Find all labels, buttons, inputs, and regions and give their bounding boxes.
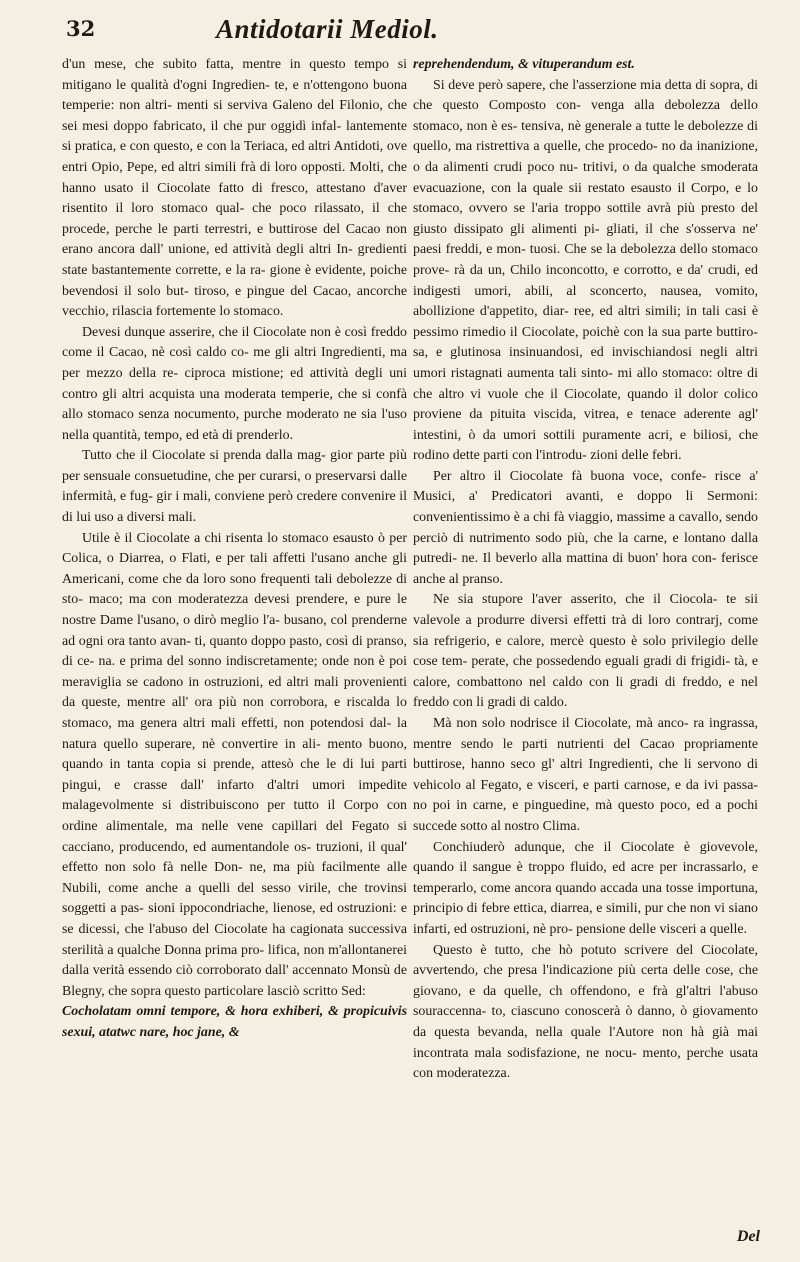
- paragraph: Per altro il Ciocolate fà buona voce, confe- risce a' Musici, a' Predicatori avanti, e doppo li Sermoni: convenientissimo è a chi fà viaggio, massime a cavallo, sendo perciò di nutrimento sodo più, che la carne, e lontano dalla putredi- ne. Il beverlo alla mattina di buon' hora con- ferisce anche al pranso.: [413, 468, 758, 587]
- paragraph: Conchiuderò adunque, che il Ciocolate è giovevole, quando il sangue è troppo fluido, ed acre per incrassarlo, e temperarlo, come ancora quando accada una tosse importuna, principio di febre ettica, diarrea, e simili, pur che non vi siano infarti, ed ostruzioni, nè pro- pensione delle visceri a quelle.: [413, 839, 758, 937]
- paragraph: d'un mese, che subito fatta, mentre in questo tempo si mitigano le qualità d'ogni Ingredien- te, e n'ottengono buona temperie: non altri- menti si serviva Galeno del Filonio, che sei mesi doppo fabricato, il che pur oggidì infal- lantemente si pratica, e con questo, e con la Teriaca, ed altri Antidoti, ove entri Opio, Pepe, ed altri simili frà di loro opposti. Molti, che hanno usato il Ciocolate fatto di fresco, attestano d'aver risentito il loro stomaco qual- che poco rilassato, il che procede, perche le parti terrestri, e buttirose del Cacao non erano ancora dall' unione, ed attività degli altri In- gredienti state bastantemente corrette, e la ra- gione è evidente, poiche bevendosi il solo but- tiroso, e pingue del Cacao, ancorche vecchio, rilascia fortemente lo stomaco.: [62, 57, 407, 320]
- paragraph: Tutto che il Ciocolate si prenda dalla mag- gior parte più per sensuale consuetudine, che per curarsi, o preservarsi dalle infermità, e fug- gir i mali, conviene però credere convenire il di lui uso a diversi mali.: [62, 448, 407, 526]
- running-title: Antidotarii Mediol.: [216, 14, 439, 44]
- paragraph: Questo è tutto, che hò potuto scrivere del Ciocolate, avvertendo, che presa l'indicazione più certa delle cose, che giovano, e da quelle, ch offendono, e frà gl'altri l'abuso souraccenna- to, ciascuno conoscerà ò danno, ò giovamento da questa bevanda, nella quale l'Autore non hà già mai incontrata mala sodisfazione, ne nocu- mento, perche usata con moderatezza.: [413, 942, 758, 1082]
- left-column: [62, 55, 407, 1245]
- paragraph: Mà non solo nodrisce il Ciocolate, mà anco- ra ingrassa, mentre sendo le parti nutrienti del Cacao propriamente buttirose, hanno seco gl' altri Ingredienti, che li servono di vehicolo al Fegato, e visceri, e parti carnose, e da ivi passa- no poi in carne, e pinguedine, mà questo poco, ed a pochi succede sotto al nostro Clima.: [413, 716, 758, 834]
- catchword: Del: [736, 1228, 760, 1245]
- page-header: [66, 16, 766, 56]
- latin-quotation-end: reprehendendum, & vituperandum est.: [413, 57, 635, 72]
- latin-quotation: Cocholatam omni tempore, & hora exhiberi, & propicuivis sexui, atatwc nare, hoc jane, &: [62, 1004, 407, 1040]
- page-number: 32: [66, 16, 96, 41]
- right-column: [413, 55, 758, 1245]
- paragraph: Devesi dunque asserire, che il Ciocolate non è così freddo come il Cacao, nè così caldo co- me gli altri Ingredienti, ma per mezzo della re- ciproca mistione; ed attività degli uni contro gli altri acquista una moderata temperie, che si confà allo stomaco senza nocumento, purche moderato ne sia l'uso nella quantità, tempo, ed età di prenderlo.: [62, 324, 407, 443]
- paragraph: Ne sia stupore l'aver asserito, che il Ciocola- te sii valevole a produrre diversi effetti trà di loro contrarj, come sia refrigerio, e calore, mercè questo è solo privilegio delle cose tem- perate, che possedendo eguali gradi di frigidi- tà, e calore, combattono nel caldo con li gradi di freddo, e nel freddo con li gradi di caldo.: [413, 592, 758, 711]
- paragraph: Si deve però sapere, che l'asserzione mia detta di sopra, di che questo Composto con- venga alla debolezza dello stomaco, non è es- tensiva, nè generale a tutte le debolezze di quello, ma ristrettiva a quelle, che procedo- no da inanizione, o da alimenti crudi poco nu- tritivi, o da qualche smoderata evacuazione, con la quale sii restato esausto il Corpo, e lo stomaco, ovvero se l'aria troppo sottile avrà più presto del giusto dissipato gli alimenti pi- gliati, il che s'osserva ne' paesi freddi, e mon- tuosi. Che se la debolezza dello stomaco prove- rà da un, Chilo inconcotto, e corrotto, e da' crudi, ed indigesti umori, abili, al sconcerto, nausea, vomito, abollizione d'appetito, diar- ree, ed altri simili; in tali casi è pessimo rimedio il Ciocolate, poichè con la sua parte buttiro- sa, e glutinosa insinuandosi, ed invischiandosi negli altri umori ristagnati aumenta tali sinto- mi allo stomaco: oltre di che altro vi vuole che il Ciocolate, quando il dolor colico proviene da pituita viscida, vitrea, e tenace aderente agl' intestini, ò da umori sottili puramente acri, e biliosi, che rodino dette parti con l'introdu- zioni delle febri.: [413, 77, 758, 464]
- paragraph: Utile è il Ciocolate a chi risenta lo stomaco esausto ò per Colica, o Diarrea, o Flati, e per tali affetti l'usano anche gli Americani, come che da loro sono frequenti tali debolezze di sto- maco; ma con moderatezza devesi prendere, e pure le nostre Dame l'usano, o dirò meglio l'a- busano, col prenderne ad ogni ora tanto avan- ti, quanto doppo pasto, così di pranso, di ce- na. e prima del sonno indiscretamente; onde non è poi meraviglia se cadono in ostruzioni, ed altri mali provenienti da queste, mentre all' ora più non corrobora, e riscalda lo stomaco, ma genera altri mali effetti, non potendosi dal- la natura quello superare, nè convertire in ali- mento buono, quando in tanta copia si prende, attesò che le di lui parti pingui, e crasse dall' infarto d'altri umori impedite malagevolmente si distribuiscono per tutto il Corpo con ordine alimentale, ma nelle vene capillari del Fegato si cacciano, producendo, ed aumentandole os- truzioni, il qual' effetto non solo fà nelle Don- ne, ma più facilmente alle Nubili, come anche a quelli del sesso virile, che trovinsi soggetti a pas- sioni ippocondriache, lienose, ed ostruzioni: e se dicessi, che l'abuso del Ciocolate ha cagionata successiva sterilità a qualche Donna prima pro- lifica, non m'allontanerei dalla verità essendo ciò corroborato dall' accennato Monsù de Blegny, che sopra questo particolare lasciò scritto Sed:: [62, 530, 407, 999]
